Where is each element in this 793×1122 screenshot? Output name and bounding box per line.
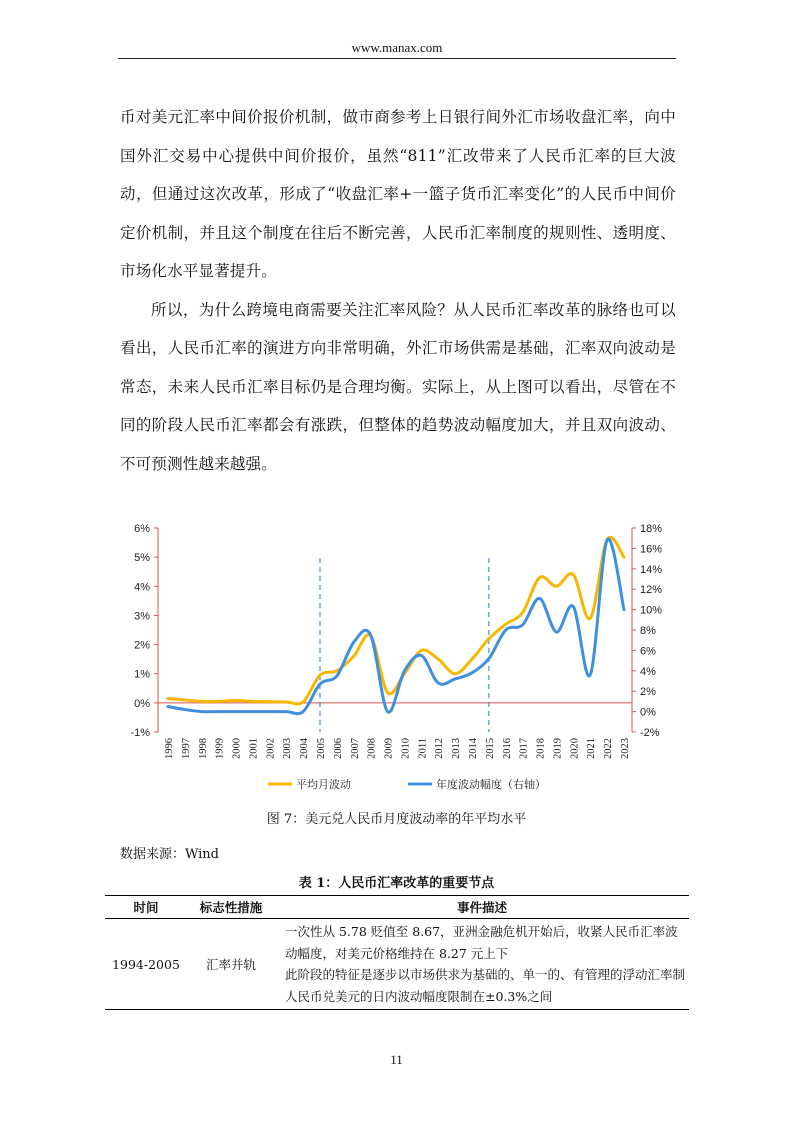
page-number: 11 xyxy=(390,1052,403,1067)
table-title: 表 1：人民币汇率改革的重要节点 xyxy=(298,876,495,891)
right-tick-label: 12% xyxy=(640,584,663,597)
left-tick-label: 2% xyxy=(134,639,150,652)
x-tick-label: 2022 xyxy=(603,738,615,759)
right-tick-label: 10% xyxy=(640,604,663,617)
left-tick-label: 5% xyxy=(134,552,150,565)
x-tick-label: 2003 xyxy=(282,738,294,759)
right-tick-label: 0% xyxy=(640,706,656,719)
right-tick-label: 18% xyxy=(640,523,663,535)
x-tick-label: 2013 xyxy=(451,738,463,759)
header-rule xyxy=(118,58,676,59)
data-source: 数据来源：Wind xyxy=(120,847,219,862)
desc-line: 此阶段的特征是逐步以市场供求为基础的、单一的、有管理的浮动汇率制 xyxy=(285,967,686,982)
right-tick-label: -2% xyxy=(640,727,660,739)
x-tick-label: 2010 xyxy=(400,738,412,759)
right-tick-label: 4% xyxy=(640,665,656,678)
x-tick-label: 2021 xyxy=(586,738,598,759)
left-tick-label: 1% xyxy=(134,668,150,681)
x-tick-label: 2008 xyxy=(366,738,378,759)
x-tick-label: 1999 xyxy=(214,738,226,759)
left-tick-label: -1% xyxy=(130,727,150,739)
table-header-measure: 标志性措施 xyxy=(187,896,275,919)
page-header: www.manax.com xyxy=(351,40,443,55)
series-line-avg-monthly xyxy=(168,537,624,704)
legend-label-avg-monthly: 平均月波动 xyxy=(296,778,351,791)
paragraph-1: 币对美元汇率中间价报价机制，做市商参考上日银行间外汇市场收盘汇率，向中国外汇交易中心提供中间价报价，虽然“811”汇改带来了人民币汇率的巨大波动，但通过这次改革，形成了“收盘汇率+一篮子货币汇率变化”的人民币中间价定价机制，并且这个制度在往后不断完善，人民币汇率制度的规则性、透明度、市场化水平显著提升。 xyxy=(120,108,676,280)
right-tick-label: 8% xyxy=(640,625,656,637)
x-tick-label: 2001 xyxy=(248,738,260,759)
x-tick-label: 1998 xyxy=(197,738,209,759)
row-description xyxy=(275,919,689,1010)
figure-caption: 图 7：美元兑人民币月度波动率的年平均水平 xyxy=(266,812,527,827)
right-tick-label: 16% xyxy=(640,543,663,556)
x-tick-label: 1996 xyxy=(164,738,175,759)
x-tick-label: 2014 xyxy=(468,738,479,759)
x-tick-label: 1997 xyxy=(180,738,192,759)
x-tick-label: 2016 xyxy=(501,738,513,759)
x-tick-label: 2023 xyxy=(620,738,631,759)
x-tick-label: 2018 xyxy=(535,738,547,759)
legend-label-annual-range: 年度波动幅度（右轴） xyxy=(436,778,546,791)
volatility-chart xyxy=(118,516,663,801)
paragraph-2: 所以，为什么跨境电商需要关注汇率风险？从人民币汇率改革的脉络也可以看出，人民币汇率的演进方向非常明确，外汇市场供需是基础，汇率双向波动是常态，未来人民币汇率目标仍是合理均衡。实际上，从上图可以看出，尽管在不同的阶段人民币汇率都会有涨跌，但整体的趋势波动幅度加大，并且双向波动、不可预测性越来越强。 xyxy=(120,300,676,473)
left-tick-label: 3% xyxy=(134,610,150,623)
left-tick-label: 4% xyxy=(134,581,150,594)
table-header-row xyxy=(105,896,689,919)
x-tick-label: 2009 xyxy=(383,738,395,759)
table-header-desc: 事件描述 xyxy=(275,896,689,919)
x-tick-label: 2020 xyxy=(569,738,581,759)
reform-table xyxy=(105,895,689,1010)
desc-line: 一次性从 5.78 贬值至 8.67，亚洲金融危机开始后，收紧人民币汇率波动幅度，对美元价格维持在 8.27 元上下 xyxy=(285,924,678,961)
x-tick-label: 2015 xyxy=(484,738,496,759)
table-row xyxy=(105,919,689,1010)
x-tick-label: 2007 xyxy=(349,738,361,759)
x-tick-label: 2019 xyxy=(552,738,564,759)
right-tick-label: 6% xyxy=(640,645,656,658)
body-text xyxy=(120,98,676,483)
right-tick-label: 2% xyxy=(640,686,656,699)
x-tick-label: 2011 xyxy=(417,738,429,759)
x-tick-label: 2005 xyxy=(316,738,327,759)
right-tick-label: 14% xyxy=(640,563,663,576)
table-header-time: 时间 xyxy=(105,896,187,919)
desc-line: 人民币兑美元的日内波动幅度限制在±0.3%之间 xyxy=(285,988,553,1004)
x-tick-label: 2006 xyxy=(332,738,344,759)
x-tick-label: 2000 xyxy=(231,738,243,759)
row-time: 1994-2005 xyxy=(105,919,187,1010)
x-tick-label: 2017 xyxy=(518,738,530,759)
x-tick-label: 2002 xyxy=(265,738,277,759)
x-tick-label: 2004 xyxy=(299,738,311,759)
x-tick-label: 2012 xyxy=(434,738,446,759)
row-measure: 汇率并轨 xyxy=(187,919,275,1010)
left-tick-label: 0% xyxy=(134,697,150,710)
left-tick-label: 6% xyxy=(134,523,150,535)
